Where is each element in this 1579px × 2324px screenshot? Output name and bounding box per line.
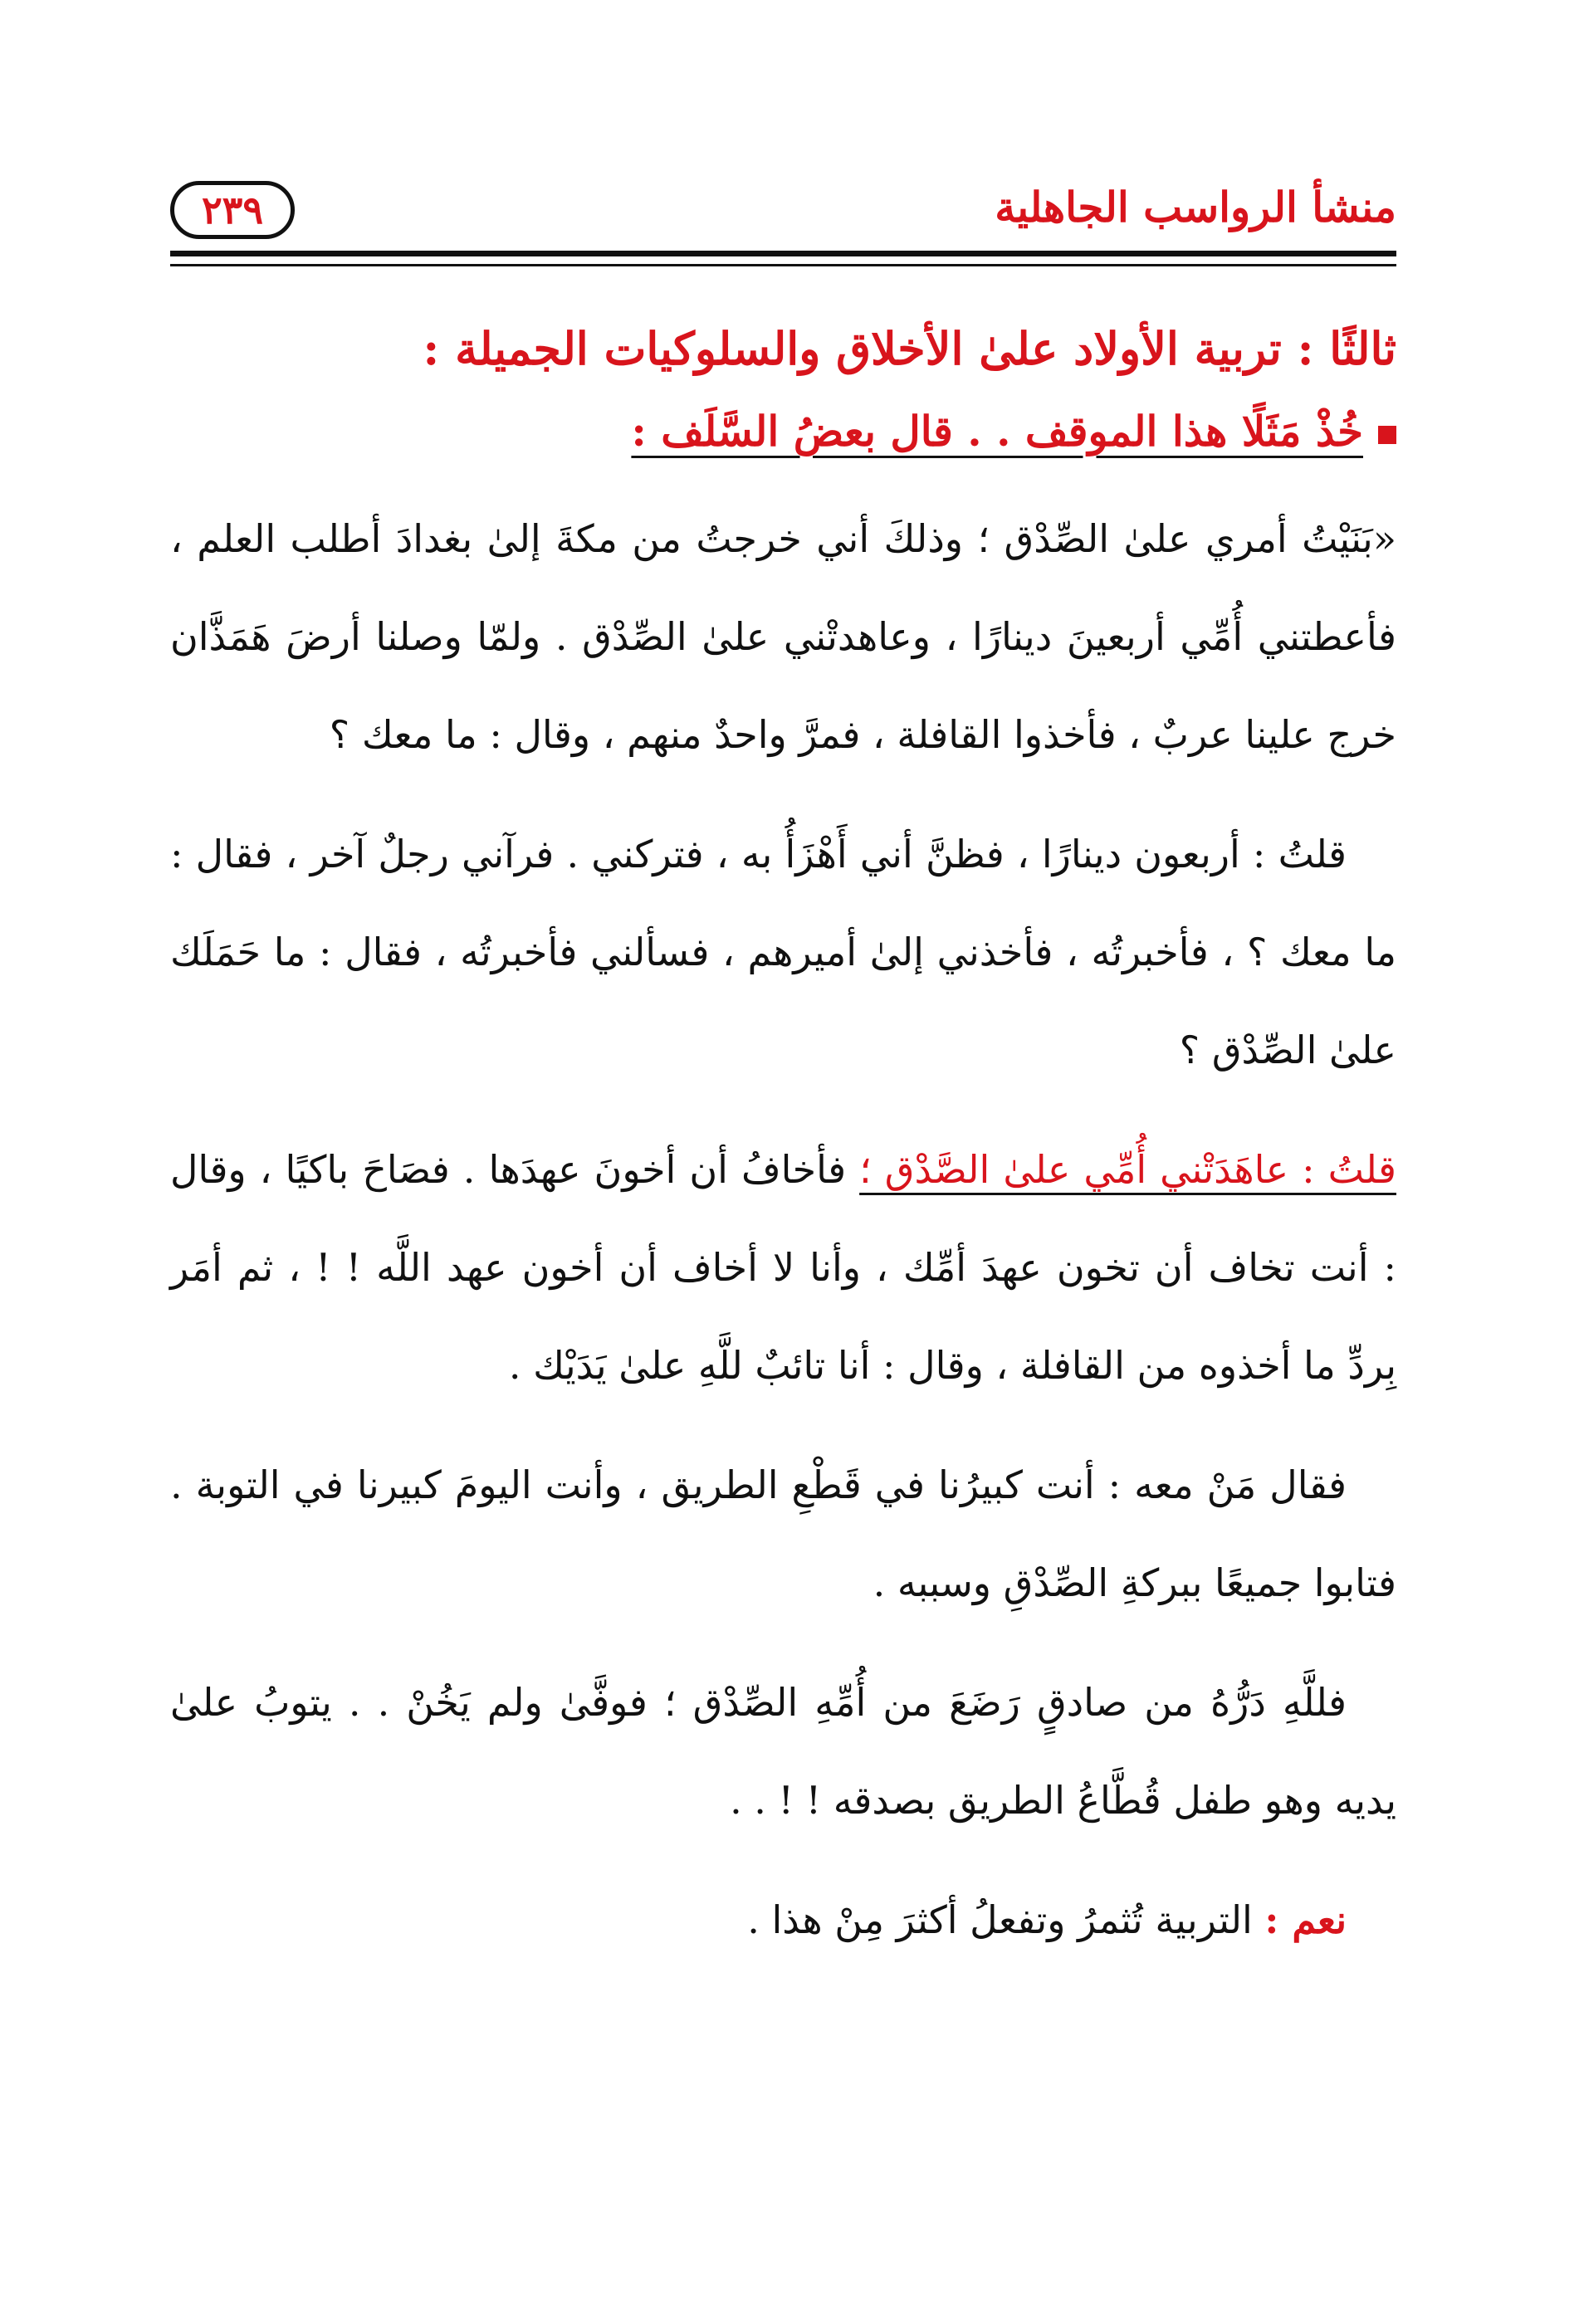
paragraph-6-rest: التربية تُثمرُ وتفعلُ أكثرَ مِنْ هذا . xyxy=(747,1897,1265,1942)
header-rule-thick xyxy=(170,251,1396,256)
running-title: منشأ الرواسب الجاهلية xyxy=(995,183,1396,232)
square-bullet-icon xyxy=(1378,426,1396,444)
paragraph-3-lead: قلتُ : عاهَدَتْني أُمِّي علىٰ الصَّدْق ؛ xyxy=(859,1147,1396,1192)
paragraph-3 xyxy=(170,1120,1396,1414)
paragraph-6 xyxy=(170,1871,1396,1969)
paragraph-5: فللَّهِ دَرُّهُ من صادقٍ رَضَعَ من أُمِّهِ الصِّدْق ؛ فوفَّىٰ ولم يَخُنْ . . يتوبُ علىٰ يديه وهو طفل قُطَّاعُ الطريق بصدقه ! ! . . xyxy=(170,1680,1396,1823)
page-header xyxy=(170,166,1396,257)
page-number-badge: ٢٣٩ xyxy=(170,181,295,239)
header-rule-thin xyxy=(170,264,1396,266)
section-heading: ثالثًا : تربية الأولاد علىٰ الأخلاق والسلوكيات الجميلة : xyxy=(423,322,1396,375)
section-subheading xyxy=(170,390,1396,473)
paragraph-4: فقال مَنْ معه : أنت كبيرُنا في قَطْعِ الطريق ، وأنت اليومَ كبيرنا في التوبة . فتابوا جميعًا ببركةِ الصِّدْقِ وسببه . xyxy=(170,1462,1396,1605)
paragraph-2: قلتُ : أربعون دينارًا ، فظنَّ أني أَهْزَأُ به ، فتركني . فرآني رجلٌ آخر ، فقال : ما معك ؟ ، فأخبرتُه ، فأخذني إلىٰ أميرهم ، فسألني فأخبرتُه ، فقال : ما حَمَلَك علىٰ الصِّدْق ؟ xyxy=(170,832,1396,1072)
paragraph-3-rest: فأخافُ أن أخونَ عهدَها . فصَاحَ باكيًا ، وقال : أنت تخاف أن تخون عهدَ أمِّك ، وأنا لا أخاف أن أخون عهد اللَّه ! ! ، ثم أمَر بِردِّ ما أخذوه من القافلة ، وقال : أنا تائبٌ للَّهِ علىٰ يَدَيْك . xyxy=(170,1147,1396,1388)
page-content xyxy=(170,307,1396,1990)
subheading-text: خُذْ مَثَلًا هذا الموقف . . قال بعضُ السَّلَف : xyxy=(631,407,1363,456)
paragraph-6-lead: نعم : xyxy=(1264,1897,1347,1942)
paragraph-1: «بَنَيْتُ أمري علىٰ الصِّدْق ؛ وذلكَ أني خرجتُ من مكةَ إلىٰ بغدادَ أطلب العلم ، فأعطتني أُمِّي أربعينَ دينارًا ، وعاهدتْني علىٰ الصِّدْق . ولمّا وصلنا أرضَ هَمَذَّان خرج علينا عربٌ ، فأخذوا القافلة ، فمرَّ واحدٌ منهم ، وقال : ما معك ؟ xyxy=(170,516,1396,757)
